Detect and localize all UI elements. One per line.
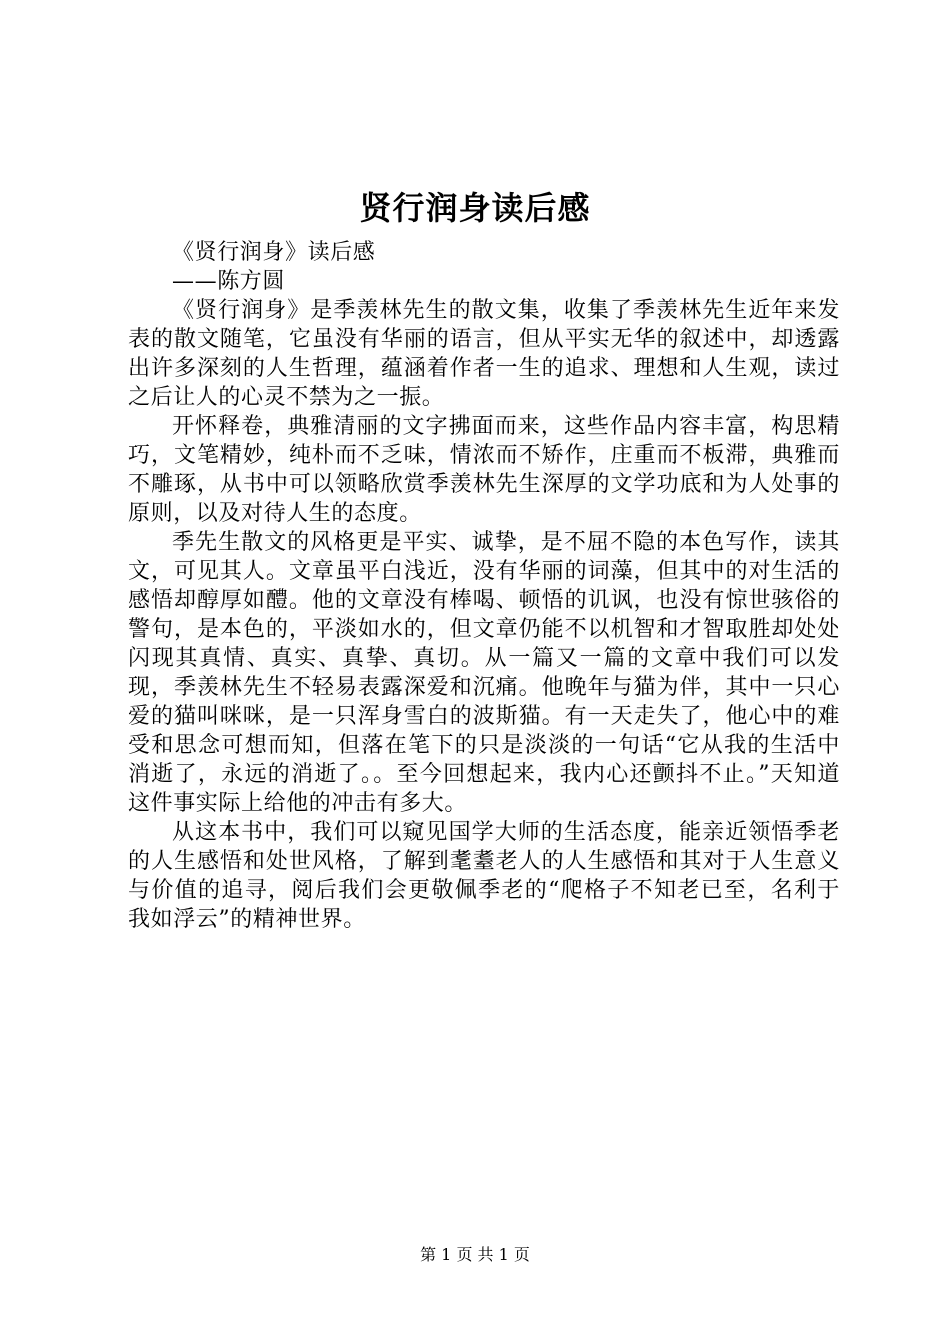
paragraph: 《贤行润身》是季羡林先生的散文集，收集了季羡林先生近年来发表的散文随笔，它虽没有华丽的语言，但从平实无华的叙述中，却透露出许多深刻的人生哲理，蕴涵着作者一生的追求、理想和人生观，读过之后让人的心灵不禁为之一振。: [128, 298, 840, 410]
subtitle-line: 《贤行润身》读后感: [172, 240, 376, 265]
paragraph: 季先生散文的风格更是平实、诚挚，是不屈不隐的本色写作，读其文，可见其人。文章虽平白浅近，没有华丽的词藻，但其中的对生活的感悟却醇厚如醴。他的文章没有棒喝、顿悟的讥讽，也没有惊世骇俗的警句，是本色的，平淡如水的，但文章仍能不以机智和才智取胜却处处闪现其真情、真实、真挚、真切。从一篇又一篇的文章中我们可以发现，季羡林先生不轻易表露深爱和沉痛。他晚年与猫为伴，其中一只心爱的猫叫咪咪，是一只浑身雪白的波斯猫。有一天走失了，他心中的难受和思念可想而知，但落在笔下的只是淡淡的一句话“它从我的生活中消逝了，永远的消逝了。。至今回想起来，我内心还颤抖不止。”天知道这件事实际上给他的冲击有多大。: [128, 530, 840, 816]
author-line: ——陈方圆: [172, 269, 286, 294]
document-title: 贤行润身读后感: [359, 189, 591, 227]
document-body: [128, 238, 840, 934]
paragraph: 开怀释卷，典雅清丽的文字拂面而来，这些作品内容丰富，构思精巧，文笔精妙，纯朴而不乏味，情浓而不矫作，庄重而不板滞，典雅而不雕琢，从书中可以领略欣赏季羡林先生深厚的文学功底和为人处事的原则，以及对待人生的态度。: [128, 414, 840, 526]
paragraph: 从这本书中，我们可以窥见国学大师的生活态度，能亲近领悟季老的人生感悟和处世风格，了解到耄耋老人的人生感悟和其对于人生意义与价值的追寻，阅后我们会更敬佩季老的“爬格子不知老已至，名利于我如浮云”的精神世界。: [128, 820, 840, 932]
page-footer: 第 1 页 共 1 页: [420, 1245, 530, 1264]
